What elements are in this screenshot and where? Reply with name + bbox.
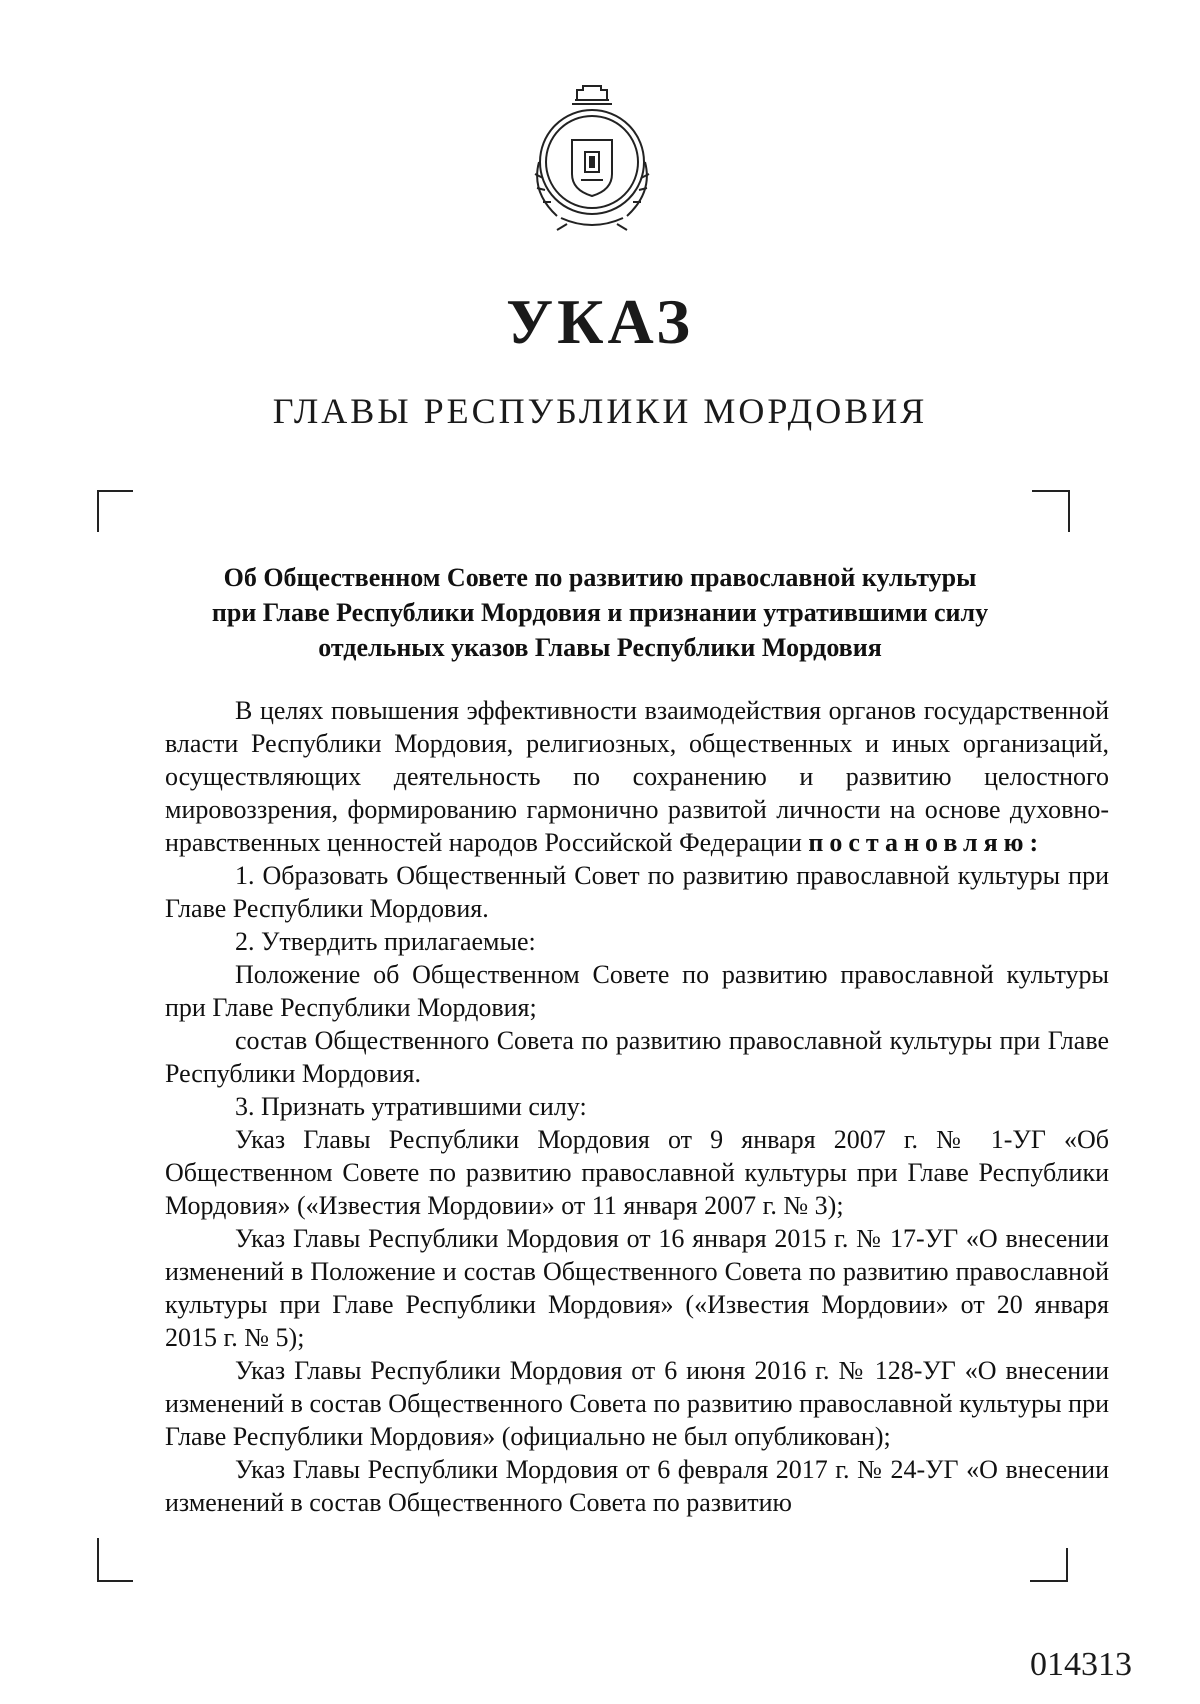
preamble-paragraph (165, 694, 1109, 859)
corner-mark-bottom-left (97, 1538, 133, 1582)
heading-line: отдельных указов Главы Республики Мордовия (318, 633, 882, 662)
heading-line: Об Общественном Совете по развитию православной культуры (223, 563, 977, 592)
corner-mark-bottom-right (1030, 1548, 1068, 1582)
paragraph: состав Общественного Совета по развитию православной культуры при Главе Республики Мордовия. (165, 1026, 1109, 1088)
paragraph: 1. Образовать Общественный Совет по развитию православной культуры при Главе Республики Мордовия. (165, 861, 1109, 923)
paragraph: Указ Главы Республики Мордовия от 6 февраля 2017 г. № 24-УГ «О внесении изменений в состав Общественного Совета по развитию (165, 1455, 1109, 1517)
corner-mark-top-left (97, 490, 133, 532)
coat-of-arms-icon (517, 82, 667, 234)
document-heading (150, 560, 1050, 665)
document-subtitle: ГЛАВЫ РЕСПУБЛИКИ МОРДОВИЯ (272, 391, 928, 431)
paragraph: Указ Главы Республики Мордовия от 16 января 2015 г. № 17-УГ «О внесении изменений в Положение и состав Общественного Совета по развитию православной культуры при Главе Республики Мордовия» («Известия Мордовии» от 20 января 2015 г. № 5); (165, 1224, 1109, 1352)
paragraph: Указ Главы Республики Мордовия от 6 июня 2016 г. № 128-УГ «О внесении изменений в состав Общественного Совета по развитию православной культуры при Главе Республики Мордовия» (официально не был опубликован); (165, 1356, 1109, 1451)
paragraph: 3. Признать утратившими силу: (235, 1092, 587, 1121)
decree-word: постановляю: (808, 828, 1045, 857)
page-number: 014313 (1030, 1646, 1132, 1683)
heading-line: при Главе Республики Мордовия и признании утратившими силу (211, 598, 989, 627)
document-title: УКАЗ (506, 286, 694, 357)
corner-mark-top-right (1032, 490, 1070, 532)
paragraph: 2. Утвердить прилагаемые: (235, 927, 536, 956)
paragraph: Указ Главы Республики Мордовия от 9 января 2007 г. № 1-УГ «Об Общественном Совете по развитию православной культуры при Главе Республики Мордовия» («Известия Мордовии» от 11 января 2007 г. № 3); (165, 1125, 1109, 1220)
document-body (165, 694, 1109, 1519)
preamble-text: В целях повышения эффективности взаимодействия органов государственной власти Республики Мордовия, религиозных, общественных и иных организаций, осуществляющих деятельность по сохранению и развитию целостного мировоззрения, формированию гармонично развитой личности на основе духовно-нравственных ценностей народов Российской Федерации (165, 696, 1109, 857)
paragraph: Положение об Общественном Совете по развитию православной культуры при Главе Республики Мордовия; (165, 960, 1109, 1022)
